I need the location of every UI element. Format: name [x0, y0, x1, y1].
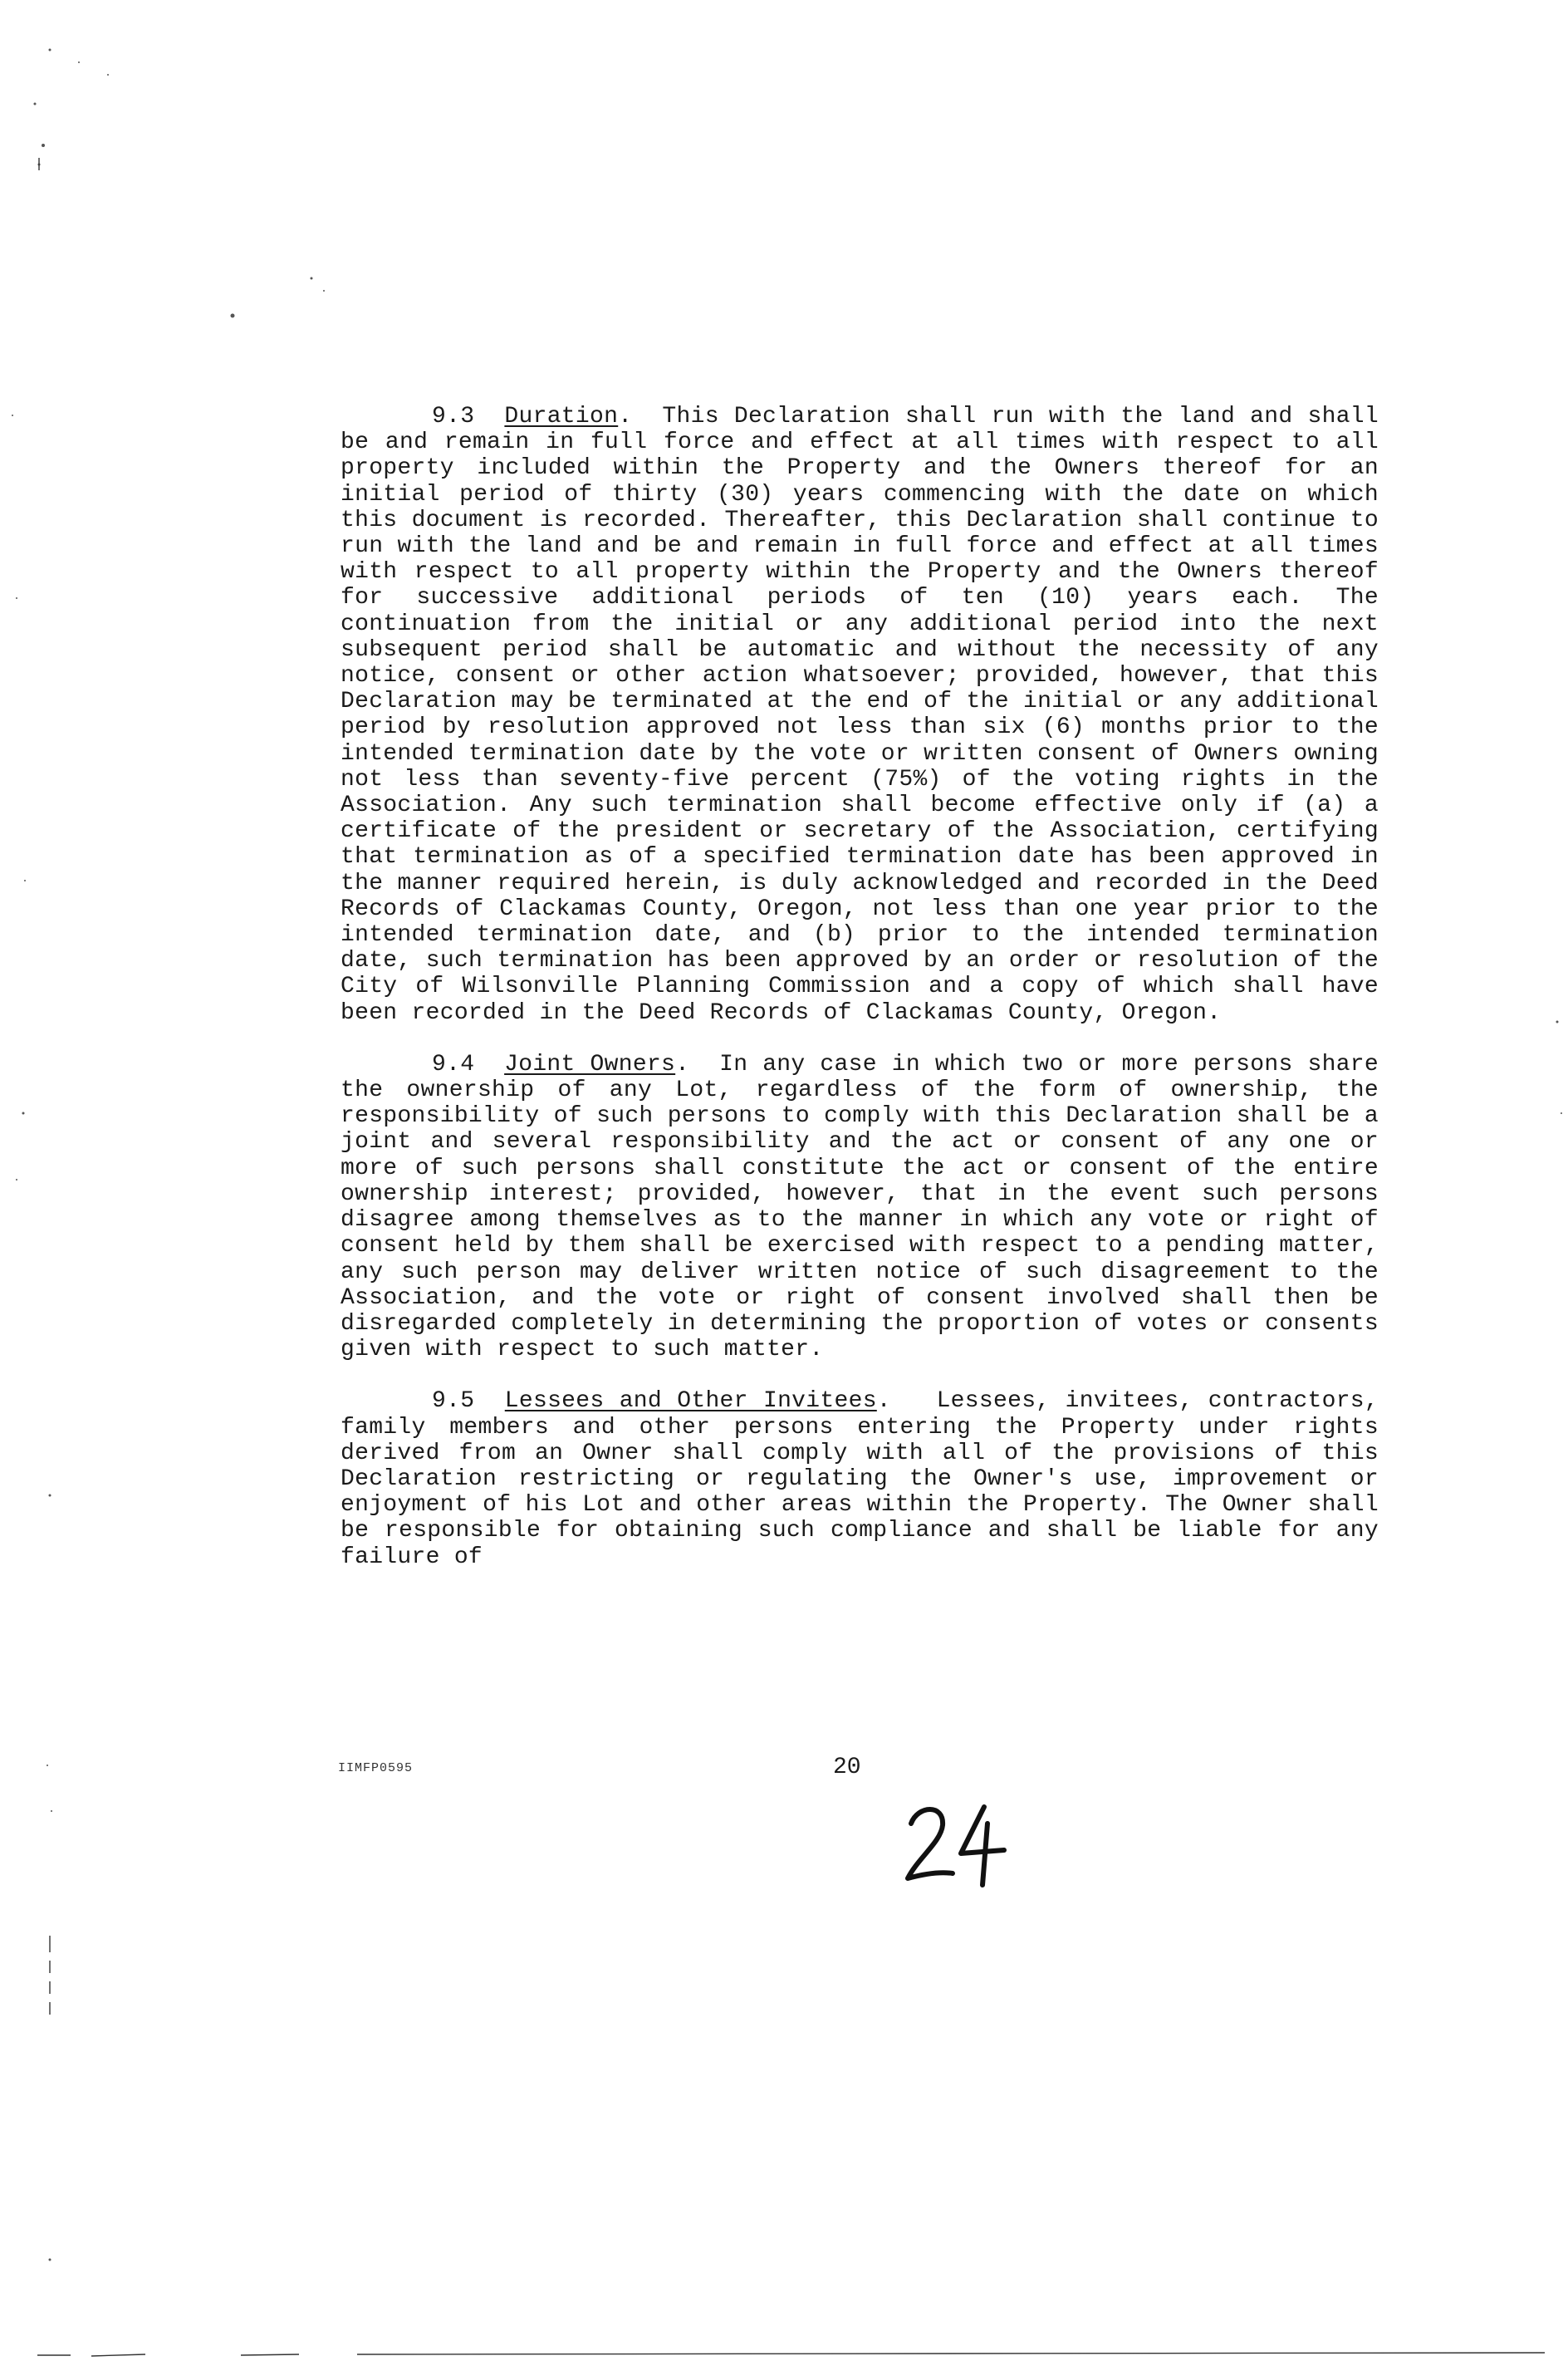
section-number: 9.5	[432, 1388, 475, 1415]
section-9-3: 9.3 Duration. This Declaration shall run with the land and shall be and remain in full force and effect at all times with respect to all property included within the Property and the Owners thereof for an initial period of thirty (30) years commencing with the date on which this document is recorded. Thereafter, this Declaration shall continue to run with the land and be and remain in full force and effect at all times with respect to all property within the Property and the Owners thereof for successive additional periods of ten (10) years each. The continuation from the initial or any additional period into the next subsequent period shall be automatic and without the necessity of any notice, consent or other action whatsoever; provided, however, that this Declaration may be terminated at the end of the initial or any additional period by resolution approved not less than six (6) months prior to the intended termination date by the vote or written consent of Owners owning not less than seventy-five percent (75%) of the voting rights in the Association. Any such termination shall become effective only if (a) a certificate of the president or secretary of the Association, certifying that termination as of a specified termination date has been approved in the manner required herein, is duly acknowledged and recorded in the Deed Records of Clackamas County, Oregon, not less than one year prior to the intended termination date, and (b) prior to the intended termination date, such termination has been approved by an order or resolution of the City of Wilsonville Planning Commission and a copy of which shall have been recorded in the Deed Records of Clackamas County, Oregon.	[341, 404, 1379, 1026]
section-title: Lessees and Other Invitees	[504, 1388, 877, 1415]
section-text: In any case in which two or more persons share the ownership of any Lot, regardless of the form of ownership, the responsibility of such persons to comply with this Declaration shall be a joint and several responsibility and the act or consent of any one or more of such persons shall constitute the act or consent of the entire ownership interest; provided, however, that in the event such persons disagree among themselves as to the manner in which any vote or right of consent held by them shall be exercised with respect to a pending matter, any such person may deliver written notice of such disagreement to the Association, and the vote or right of consent involved shall then be disregarded completely in determining the proportion of votes or consents given with respect to such matter.	[341, 1051, 1379, 1363]
section-number: 9.3	[432, 404, 475, 430]
section-text: Lessees, invitees, contractors, family members and other persons entering the Property under rights derived from an Owner shall comply with all of the provisions of this Declaration restricting or regulating the Owner's use, improvement or enjoyment of his Lot and other areas within the Property. The Owner shall be responsible for obtaining such compliance and shall be liable for any failure of	[341, 1388, 1379, 1570]
section-title: Duration	[504, 404, 619, 430]
document-body	[341, 404, 1379, 1570]
handwritten-page-mark	[901, 1799, 1009, 1890]
section-number: 9.4	[432, 1051, 475, 1077]
section-9-4: 9.4 Joint Owners. In any case in which two or more persons share the ownership of any Lot, regardless of the form of ownership, the responsibility of such persons to comply with this Declaration shall be a joint and several responsibility and the act or consent of any one or more of such persons shall constitute the act or consent of the entire ownership interest; provided, however, that in the event such persons disagree among themselves as to the manner in which any vote or right of consent held by them shall be exercised with respect to a pending matter, any such person may deliver written notice of such disagreement to the Association, and the vote or right of consent involved shall then be disregarded completely in determining the proportion of votes or consents given with respect to such matter.	[341, 1051, 1379, 1363]
page-number: 20	[833, 1755, 861, 1780]
section-9-5: 9.5 Lessees and Other Invitees. Lessees, invitees, contractors, family members and other persons entering the Property under rights derived from an Owner shall comply with all of the provisions of this Declaration restricting or regulating the Owner's use, improvement or enjoyment of his Lot and other areas within the Property. The Owner shall be responsible for obtaining such compliance and shall be liable for any failure of	[341, 1388, 1379, 1570]
section-text: This Declaration shall run with the land and shall be and remain in full force and effect at all times with respect to all property included within the Property and the Owners thereof for an initial period of thirty (30) years commencing with the date on which this document is recorded. Thereafter, this Declaration shall continue to run with the land and be and remain in full force and effect at all times with respect to all property within the Property and the Owners thereof for successive additional periods of ten (10) years each. The continuation from the initial or any additional period into the next subsequent period shall be automatic and without the necessity of any notice, consent or other action whatsoever; provided, however, that this Declaration may be terminated at the end of the initial or any additional period by resolution approved not less than six (6) months prior to the intended termination date by the vote or written consent of Owners owning not less than seventy-five percent (75%) of the voting rights in the Association. Any such termination shall become effective only if (a) a certificate of the president or secretary of the Association, certifying that termination as of a specified termination date has been approved in the manner required herein, is duly acknowledged and recorded in the Deed Records of Clackamas County, Oregon, not less than one year prior to the intended termination date, and (b) prior to the intended termination date, such termination has been approved by an order or resolution of the City of Wilsonville Planning Commission and a copy of which shall have been recorded in the Deed Records of Clackamas County, Oregon.	[341, 404, 1379, 1026]
document-code: IIMFP0595	[338, 1761, 414, 1775]
section-title: Joint Owners	[504, 1051, 676, 1077]
